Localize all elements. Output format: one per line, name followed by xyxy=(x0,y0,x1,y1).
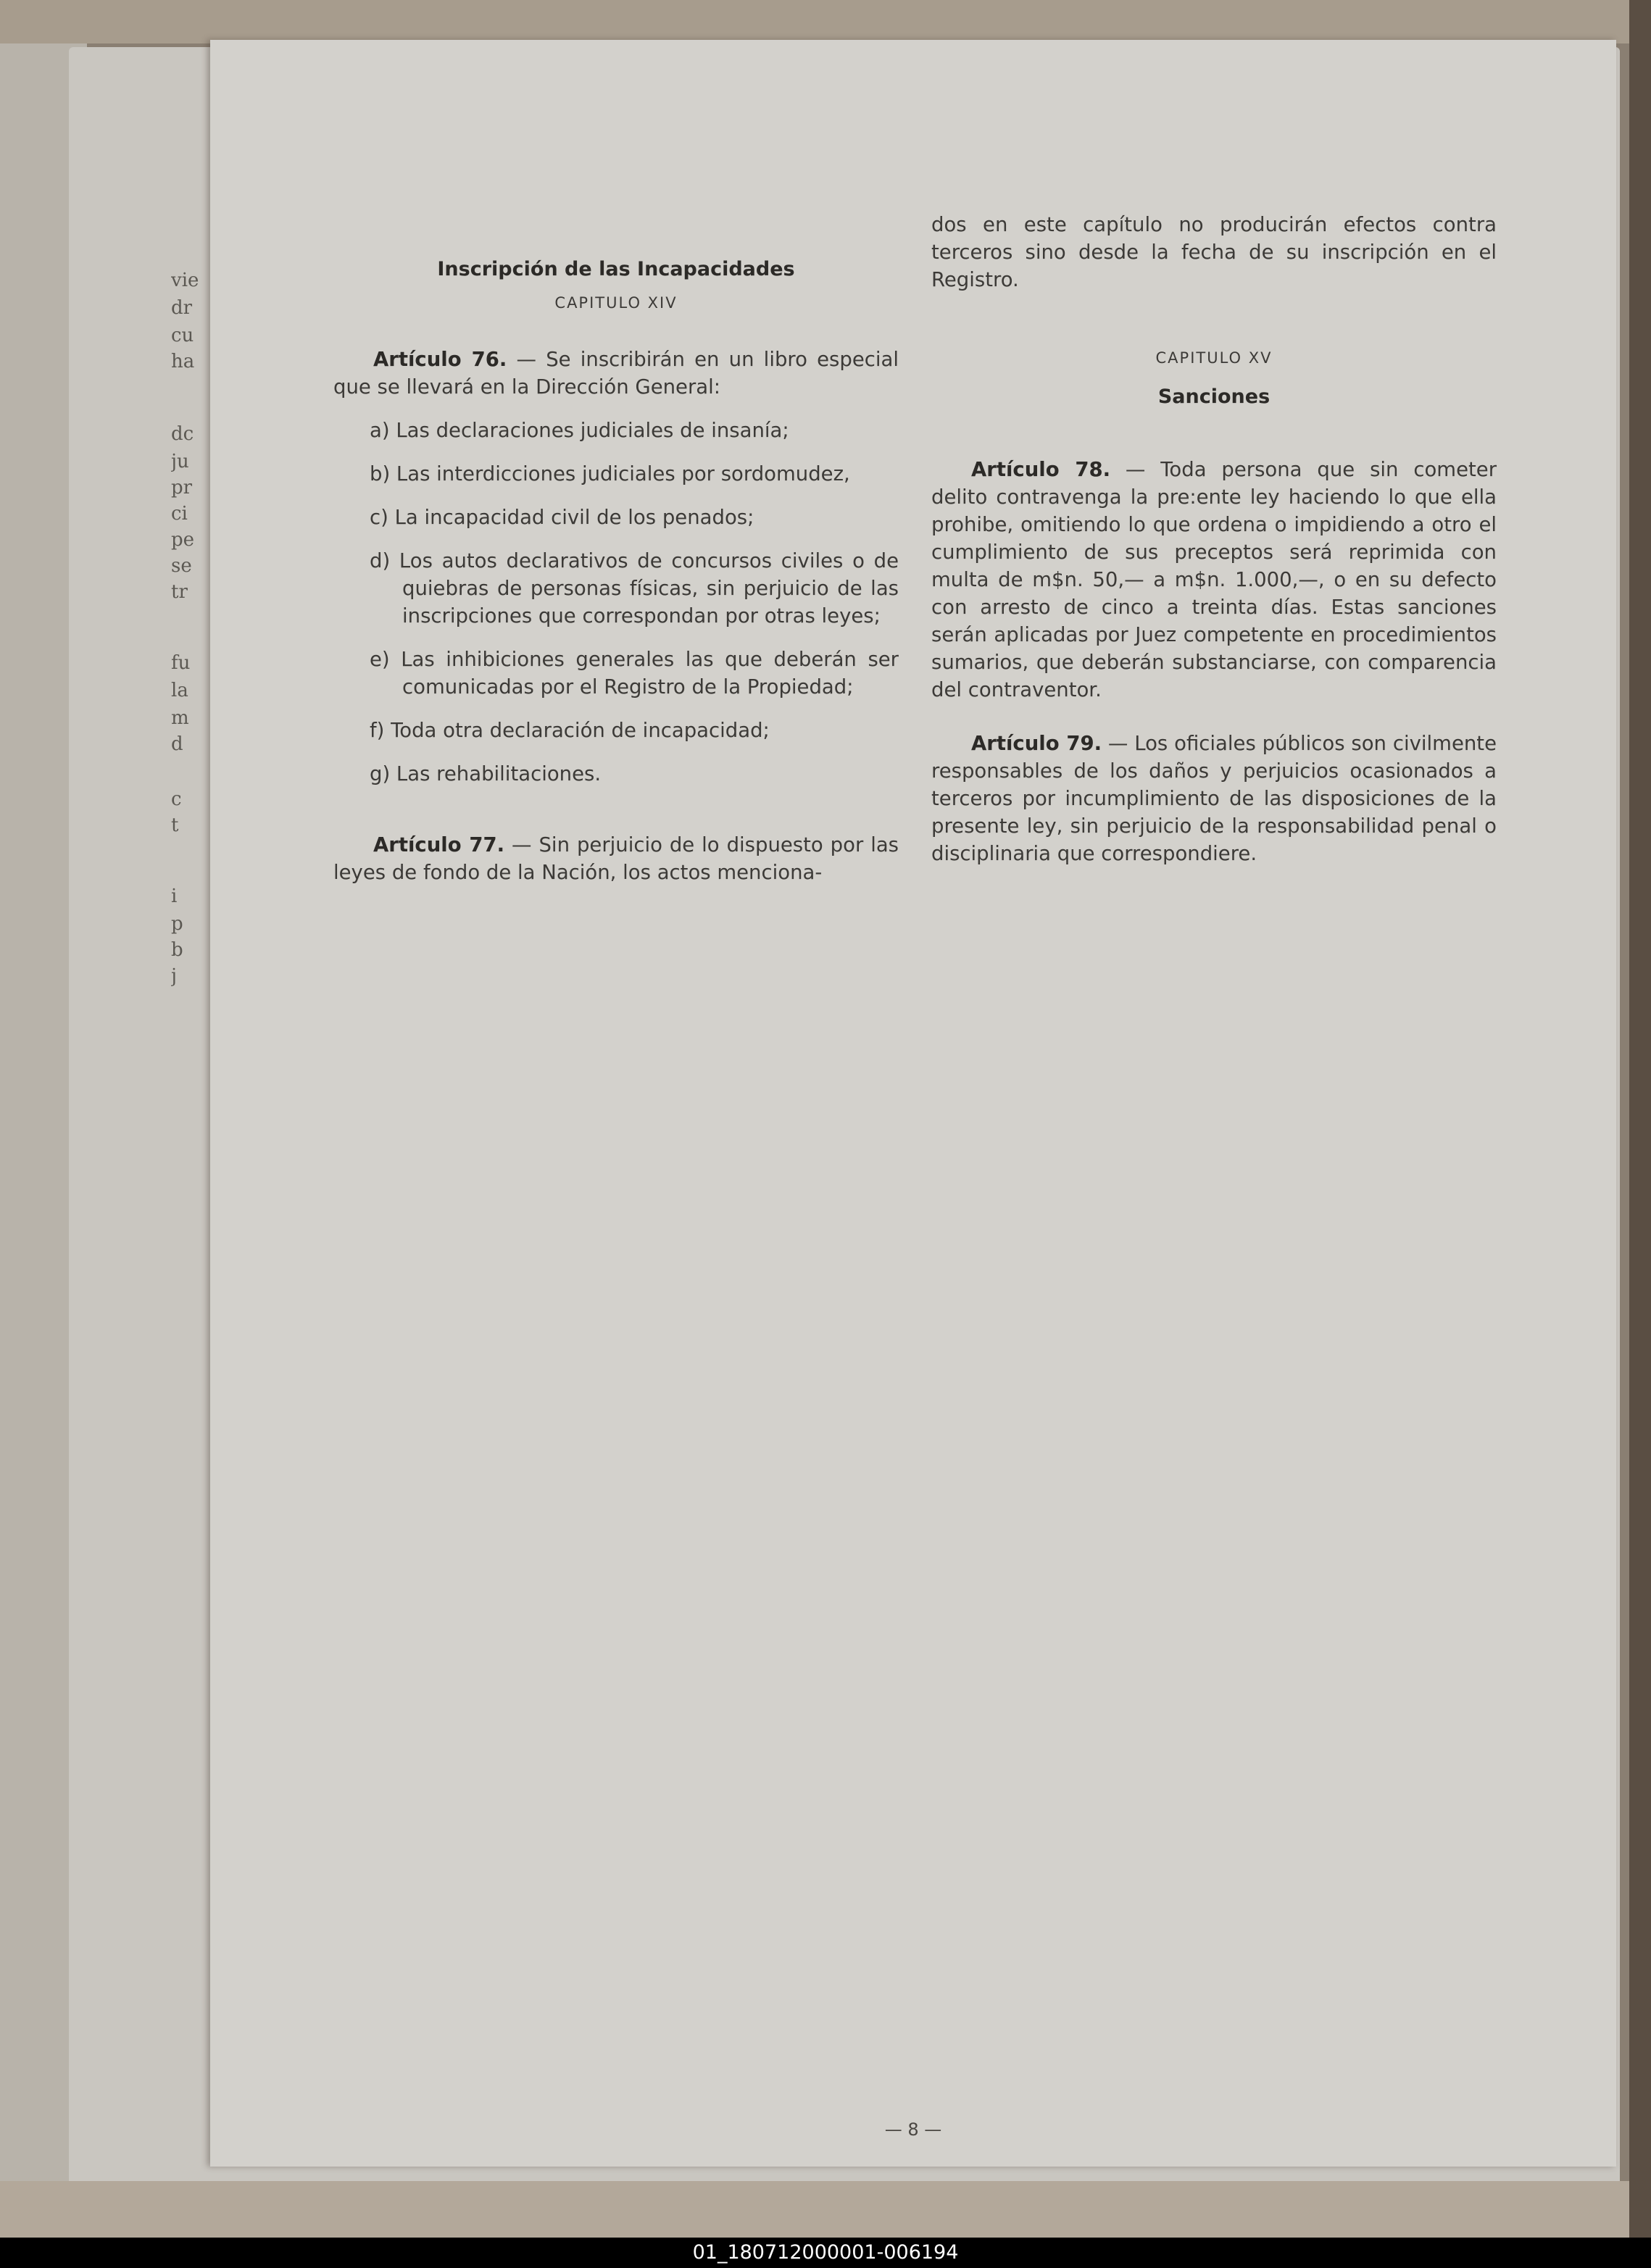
article-76 xyxy=(333,346,899,401)
article-77 xyxy=(333,831,899,886)
edge-fragment: i xyxy=(171,885,178,907)
edge-fragment: b xyxy=(171,939,183,961)
list-item: g) Las rehabilitaciones. xyxy=(370,762,602,785)
edge-fragment: pe xyxy=(171,529,195,551)
edge-fragment: vie xyxy=(171,270,199,291)
article-heading: Artículo 78. xyxy=(971,458,1111,481)
edge-fragment: fu xyxy=(171,652,191,674)
article-text: — Sin perjuicio de lo dispuesto por las leyes de fondo de la Nación, los actos menciona- xyxy=(333,833,899,884)
chapter-heading: CAPITULO XV xyxy=(1155,349,1273,367)
edge-fragment: dc xyxy=(171,423,194,445)
edge-fragment: d xyxy=(171,733,183,755)
previous-page-edge xyxy=(171,268,200,1029)
list-item: e) Las inhibiciones generales las que deberán ser comunicadas por el Registro de la Propiedad; xyxy=(370,648,899,699)
right-column xyxy=(931,211,1497,867)
edge-fragment: ju xyxy=(171,451,189,472)
edge-fragment: pr xyxy=(171,477,193,499)
page-number: — 8 — xyxy=(884,2119,942,2140)
article-text: — Los oficiales públicos son civilmente responsables de los daños y perjuicios ocasionados a terceros por incumplimiento de las disposiciones de la presente ley, sin perjuicio de la responsabilidad penal o disciplinaria que correspondiere. xyxy=(931,732,1497,865)
scan-backdrop-right xyxy=(1629,0,1651,2268)
list-item: c) La incapacidad civil de los penados; xyxy=(370,506,754,529)
article-heading: Artículo 76. xyxy=(373,348,507,371)
edge-fragment: cu xyxy=(171,325,194,346)
edge-fragment: p xyxy=(171,913,183,935)
scan-backdrop-top xyxy=(0,0,1651,43)
edge-fragment: tr xyxy=(171,581,188,603)
section-title: Sanciones xyxy=(1157,385,1271,408)
edge-fragment: m xyxy=(171,707,189,729)
edge-fragment: ci xyxy=(171,503,188,525)
scan-backdrop-bottom xyxy=(0,2181,1651,2238)
article-79 xyxy=(931,730,1497,867)
article-text: — Se inscribirán en un libro especial que se llevará en la Dirección General: xyxy=(333,348,899,399)
list-item: a) Las declaraciones judiciales de insanía; xyxy=(370,419,789,442)
article-78 xyxy=(931,456,1497,704)
article-heading: Artículo 79. xyxy=(971,732,1102,755)
list-item: f) Toda otra declaración de incapacidad; xyxy=(370,719,770,742)
edge-fragment: dr xyxy=(171,297,193,319)
edge-fragment: ha xyxy=(171,351,195,372)
scan-id-label: 01_180712000001-006194 xyxy=(0,2238,1651,2268)
edge-fragment: se xyxy=(171,555,192,577)
article-text: — Toda persona que sin cometer delito contravenga la pre:ente ley haciendo lo que ella prohibe, omitiendo lo que ordena o impidiendo a otro el cumplimiento de sus preceptos será reprimida con multa de m$n. 50,— a m$n. 1.000,—, o en su defecto con arresto de cinco a treinta días. Estas sanciones serán aplicadas por Juez competente en procedimientos sumarios, que deberán substanciarse, con comparencia del contraventor. xyxy=(931,458,1497,701)
continuation-text: dos en este capítulo no producirán efectos contra terceros sino desde la fecha de su inscripción en el Registro. xyxy=(931,213,1497,291)
list-item: b) Las interdicciones judiciales por sordomudez, xyxy=(370,462,850,485)
document-page xyxy=(210,40,1616,2167)
edge-fragment: c xyxy=(171,788,182,810)
list-item: d) Los autos declarativos de concursos civiles o de quiebras de personas físicas, sin perjuicio de las inscripciones que correspondan por otras leyes; xyxy=(370,549,899,628)
edge-fragment: la xyxy=(171,680,188,701)
edge-fragment: t xyxy=(171,814,179,836)
left-column xyxy=(333,214,899,886)
section-title: Inscripción de las Incapacidades xyxy=(437,258,795,280)
chapter-heading: CAPITULO XIV xyxy=(554,294,678,312)
article-heading: Artículo 77. xyxy=(373,833,505,856)
edge-fragment: j xyxy=(171,965,178,987)
